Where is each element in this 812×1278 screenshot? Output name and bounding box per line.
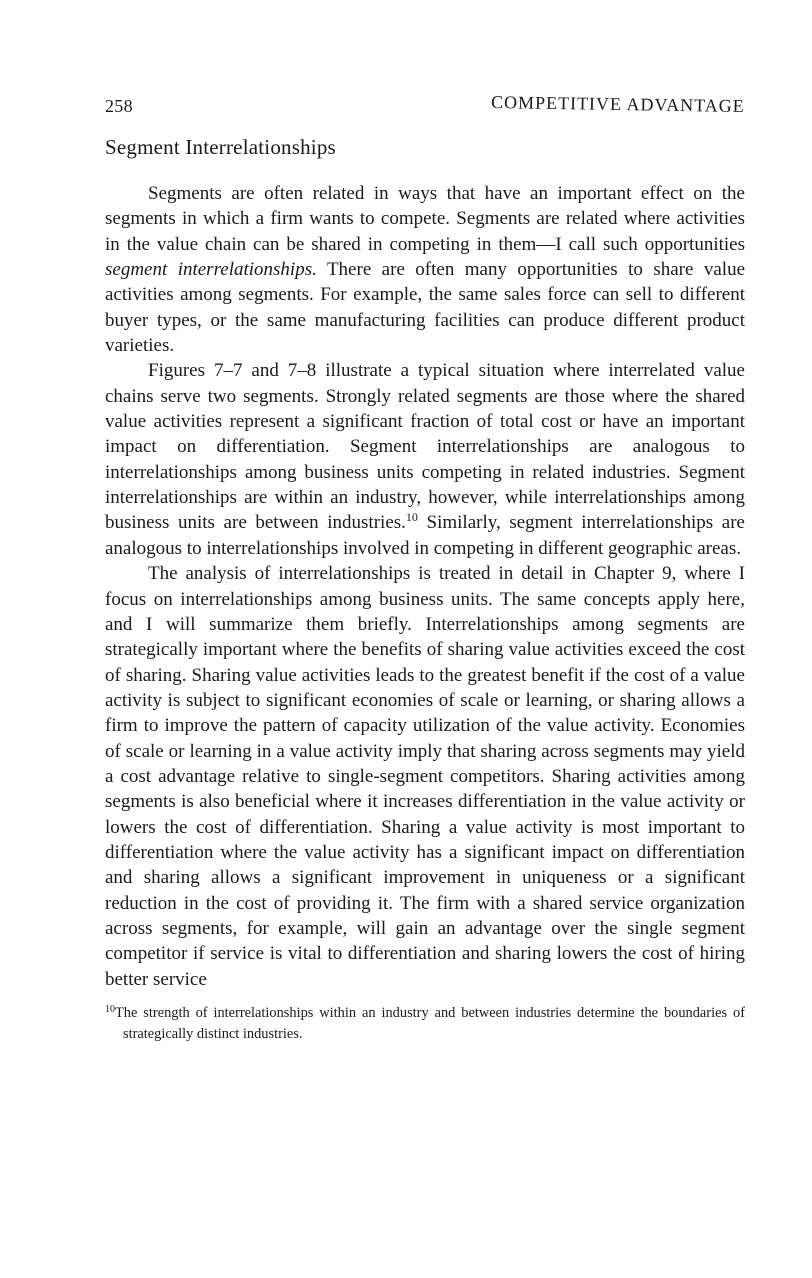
paragraph-1	[105, 181, 745, 358]
paragraph-1-text-b: There are often many opportunities to share value activities among segments. For example, the same sales force can sell to different buyer types, or the same manufacturing facilities can produce different product varieties.	[105, 259, 745, 357]
book-page	[105, 92, 746, 1045]
paragraph-1-text-a: Segments are often related in ways that have an important effect on the segments in which a firm wants to compete. Segments are related where activities in the value chain can be shared in competing in them—I call such opportunities	[105, 183, 745, 255]
footnote	[105, 1003, 745, 1045]
footnote-reference: 10	[405, 510, 418, 525]
paragraph-3	[105, 561, 745, 992]
paragraph-1-italic-term: segment interrelationships.	[105, 259, 317, 281]
running-title: COMPETITIVE ADVANTAGE	[491, 92, 746, 116]
footnote-marker: 10	[105, 1004, 115, 1015]
section-heading: Segment Interrelationships	[105, 135, 336, 159]
page-number: 258	[105, 96, 133, 116]
paragraph-2-text-a: Figures 7–7 and 7–8 illustrate a typical situation where interrelated value chains serve two segments. Strongly related segments are those where the shared value activities represent a significant fraction of total cost or have an important impact on differentiation. Segment interrelationships are analogous to interrelationships among business units competing in related industries. Segment interrelationships are within an industry, however, while interrelationships among business units are between industries.	[105, 360, 745, 534]
running-header	[105, 92, 746, 126]
paragraph-2	[105, 358, 745, 561]
body-text	[105, 181, 745, 992]
paragraph-2-text-b: Similarly, segment interrelationships are analogous to interrelationships involved in competing in different geographic areas.	[105, 512, 745, 559]
footnote-text: The strength of interrelationships within an industry and between industries determine the boundaries of strategically distinct industries.	[115, 1005, 745, 1042]
paragraph-3-text: The analysis of interrelationships is treated in detail in Chapter 9, where I focus on interrelationships among business units. The same concepts apply here, and I will summarize them briefly. Interrelationships among segments are strategically important where the benefits of sharing value activities exceed the cost of sharing. Sharing value activities leads to the greatest benefit if the cost of a value activity is subject to significant economies of scale or learning, or sharing allows a firm to improve the pattern of capacity utilization of the value activity. Economies of scale or learning in a value activity imply that sharing across segments may yield a cost advantage relative to single-segment competitors. Sharing activities among segments is also beneficial where it increases differentiation in the value activity or lowers the cost of differentiation. Sharing a value activity is most important to differentiation where the value activity has a significant impact on differentiation and sharing allows a significant improvement in uniqueness or a significant reduction in the cost of providing it. The firm with a shared service organization across segments, for example, will gain an advantage over the single segment competitor if service is vital to differentiation and sharing lowers the cost of hiring better service	[105, 563, 745, 990]
